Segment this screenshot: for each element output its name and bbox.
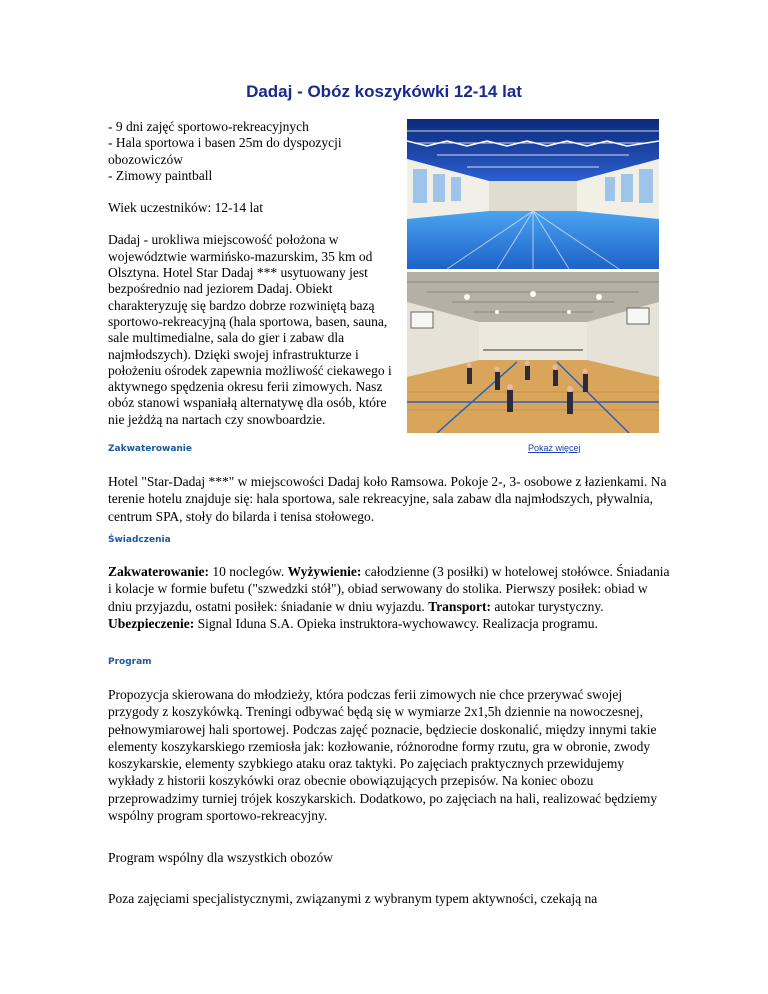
- transport-label: Transport:: [428, 598, 491, 614]
- sports-hall-photo: [407, 272, 659, 433]
- accommodation-label: Zakwaterowanie:: [108, 564, 209, 579]
- transport-value: autokar turystyczny.: [490, 598, 604, 614]
- pool-photo: [407, 119, 659, 269]
- food-value: całodzienne (3 posiłki) w hotelowej stołówce. Śniadania i kolacje w formie bufetu ("szwedzki stół"), obiad serwowany do stolika. Pierwszy posiłek: obiad w dniu przyjazdu, ostatni posiłek: śniadanie w dniu wyjazdu.: [108, 564, 670, 614]
- food-label: Wyżywienie:: [287, 564, 362, 579]
- accommodation-text: Hotel "Star-Dadaj ***" w miejscowości Dadaj koło Ramsowa. Pokoje 2-, 3- osobowe z łazienkami. Na terenie hotelu znajduje się: hala sportowa, sale rekreacyjne, sala zabaw dla najmłodszych, pływalnia, centrum SPA, stoły do bilarda i tenisa stołowego.: [108, 474, 667, 524]
- location-description: Dadaj - urokliwa miejscowość położona w województwie warmińsko-mazurskim, 35 km od Olsztyna. Hotel Star Dadaj *** usytuowany jest bezpośrednio nad jeziorem Dadaj. Obiekt charakteryzuję się bardzo dobrze rozwiniętą bazą sportowo-rekreacyjną (hala sportowa, basen, sauna, sale multimedialne, sala do gier i zabaw dla najmłodszych). Dzięki swojej infrastrukturze i położeniu ośrodek zapewnia możliwość ciekawego i aktywnego spędzenia okresu ferii zimowych. Nasz obóz stanowi wspaniałą alternatywę dla osób, które nie jeżdżą na nartach czy snowboardzie.: [108, 232, 392, 427]
- common-program-title: Program wspólny dla wszystkich obozów: [108, 850, 333, 865]
- show-more-link[interactable]: Pokaż więcej: [528, 443, 581, 453]
- benefits-text: [108, 563, 670, 632]
- accommodation-value: 10 noclegów.: [209, 564, 288, 579]
- benefits-heading: Świadczenia: [108, 535, 171, 545]
- program-heading: Program: [108, 657, 152, 667]
- bullet-item: - Zimowy paintball: [108, 167, 213, 183]
- insurance-label: Ubezpieczenie:: [108, 615, 195, 631]
- page-title: Dadaj - Obóz koszykówki 12-14 lat: [246, 82, 522, 101]
- program-text: Propozycja skierowana do młodzieży, która podczas ferii zimowych nie chce przerywać swojej przygody z koszykówką. Treningi odbywać będą się w wymiarze 2x1,5h dziennie na nowoczesnej, pełnowymiarowej hali sportowej. Podczas zajęć poznacie, będziecie doskonalić, między innymi takie elementy koszykarskiego rzemiosła jak: kozłowanie, różnorodne formy rzutu, gra w obronie, zwody koszykarskie, elementy szybkiego ataku oraz taktyki. Po zajęciach praktycznych przewidujemy wykłady z historii koszykówki oraz obecnie obowiązujących przepisów. Na koniec obozu przeprowadzimy turniej trójek koszykarskich. Dodatkowo, po zajęciach na hali, realizować będziemy wspólny program sportowo-rekreacyjny.: [108, 687, 658, 824]
- bullet-item: - Hala sportowa i basen 25m do dyspozycji obozowiczów: [108, 135, 342, 167]
- age-info: Wiek uczestników: 12-14 lat: [108, 200, 264, 216]
- accommodation-heading: Zakwaterowanie: [108, 444, 192, 454]
- common-program-text: Poza zajęciami specjalistycznymi, związanymi z wybranym typem aktywności, czekają na: [108, 891, 598, 906]
- bullet-item: - 9 dni zajęć sportowo-rekreacyjnych: [108, 119, 309, 134]
- insurance-value: Signal Iduna S.A. Opieka instruktora-wychowawcy. Realizacja programu.: [194, 615, 598, 631]
- intro-block: [108, 119, 398, 428]
